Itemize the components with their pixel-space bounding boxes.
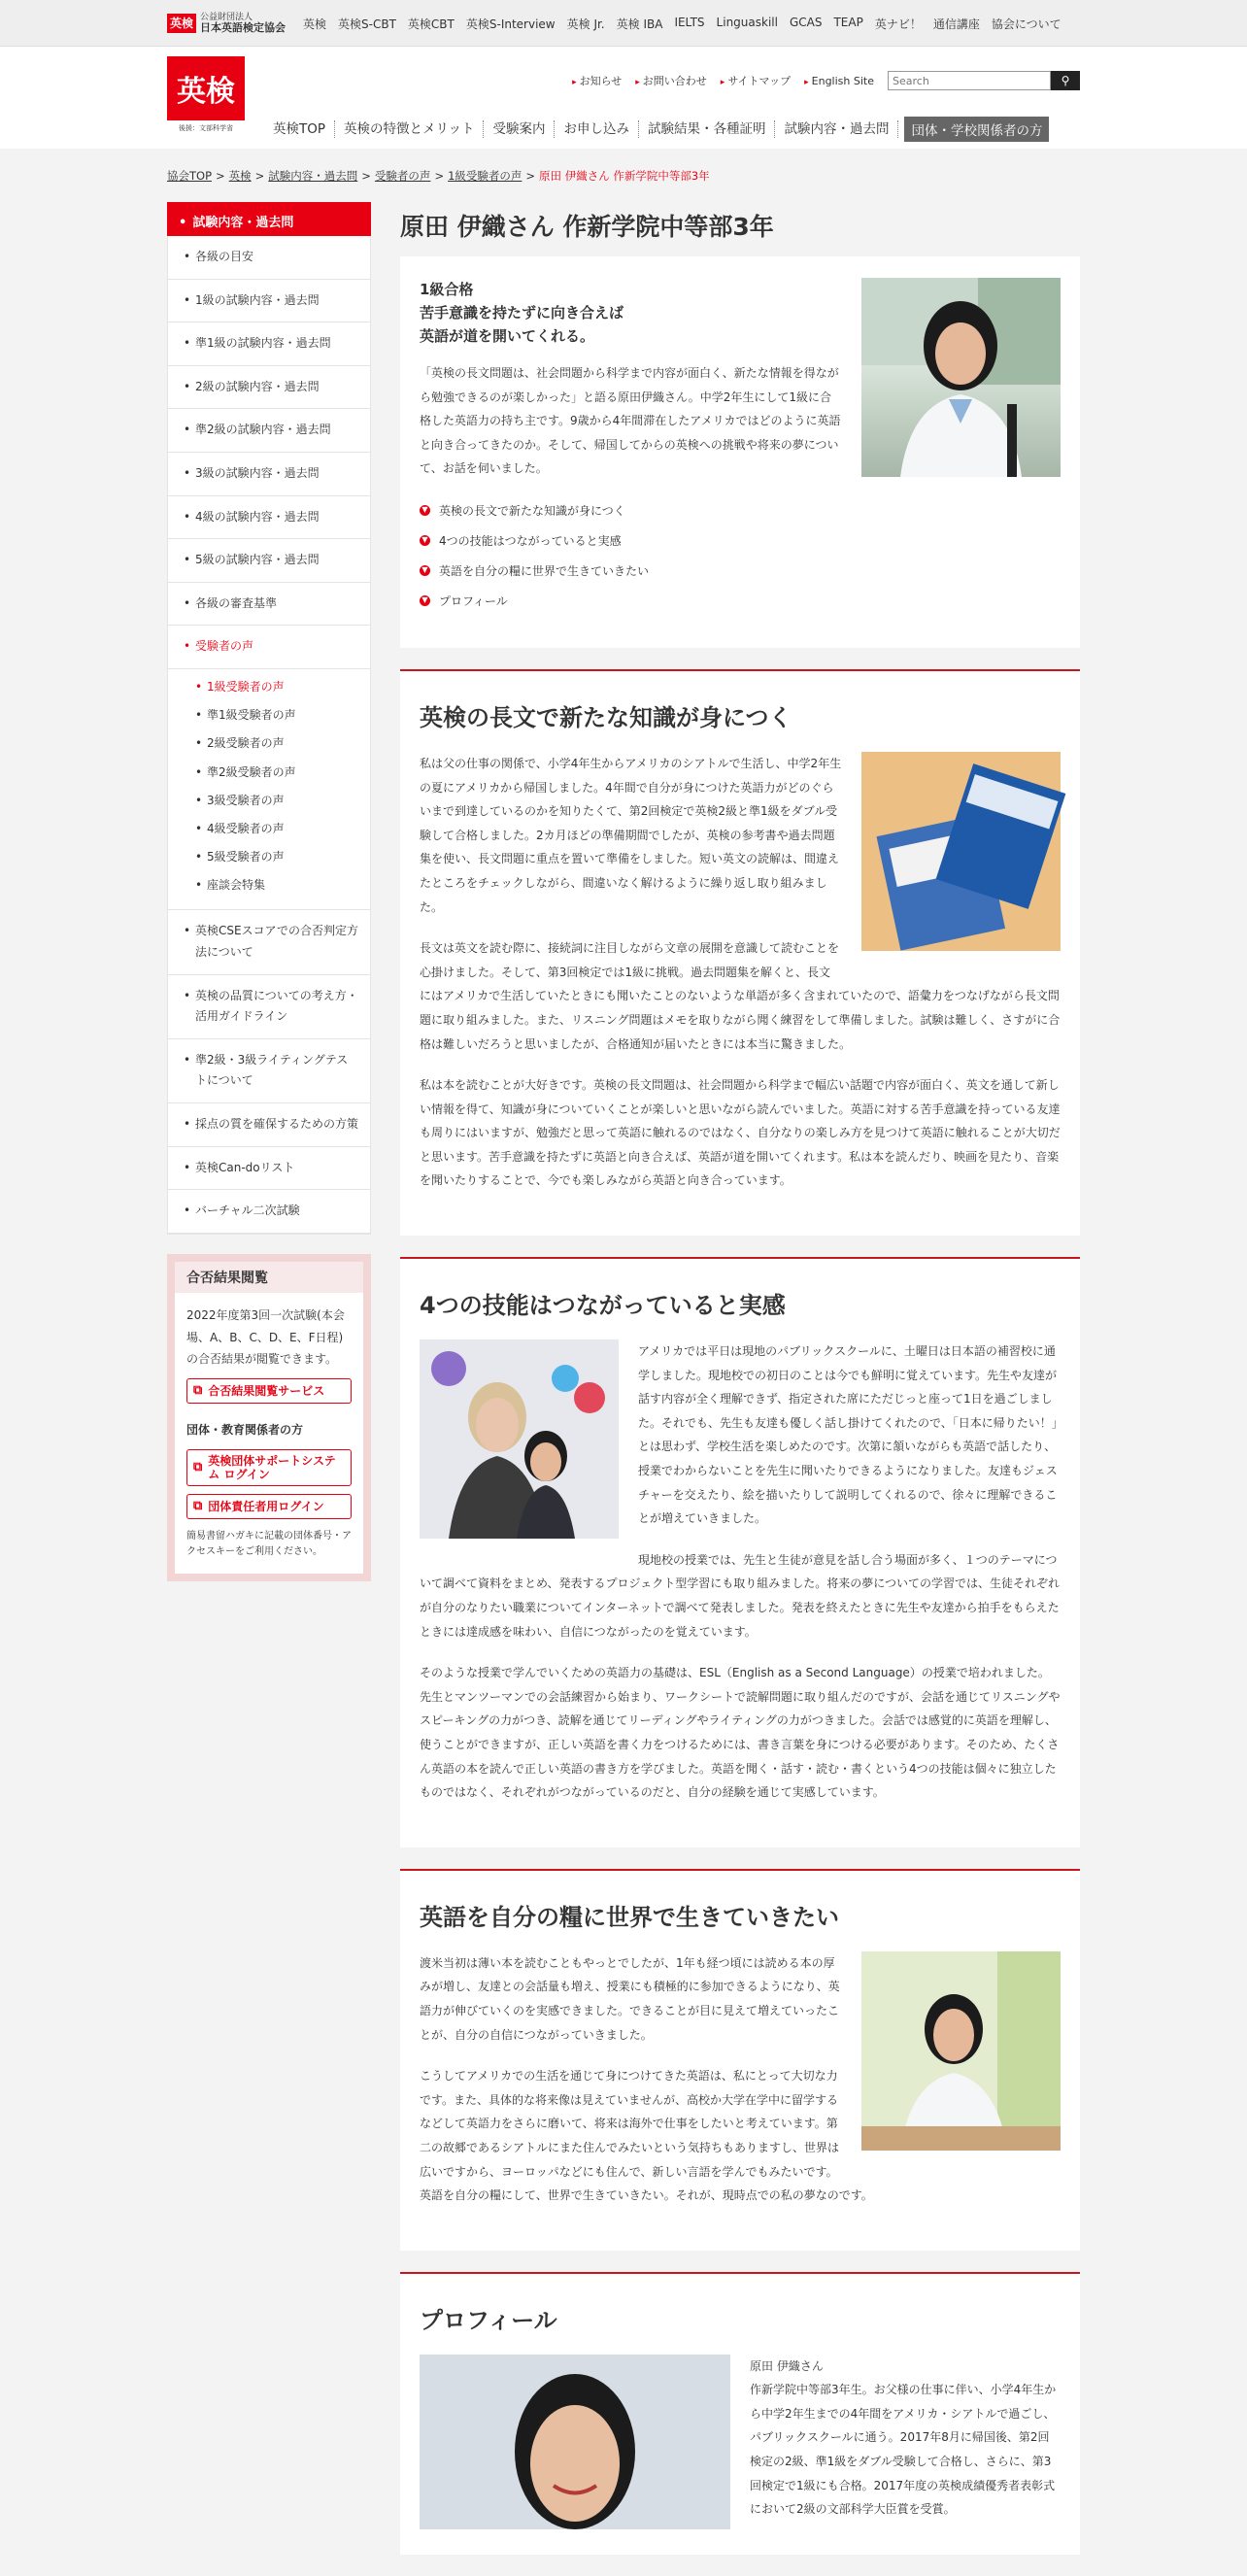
section-title: 4つの技能はつながっていると実感 [420,1292,786,1320]
sidebar-item[interactable]: • 5級の試験内容・過去問 [168,539,370,583]
arrow-down-icon: ▼ [420,595,430,606]
toplink-course[interactable]: 通信講座 [932,17,980,31]
breadcrumb-link[interactable]: 試験内容・過去問 [268,168,358,183]
org-support-login-button[interactable] [186,1449,352,1487]
section-paragraph: 私は本を読むことが大好きです。英検の長文問題は、社会問題から科学まで幅広い話題で内容が面白く、英文を通して新しい情報を得て、知識が身についていくことが楽しいと思いながら読んでいました。英語に対する苦手意識を持っている友達も周りにはいますが、勉強だと思って英語に触れるのではなく、自分なりの楽しみ方を見つけて英語に触れることが大切だと思います。苦手意識を持たずに英語と向き合えば、英語が道を開いてくれます。私は本を読んだり、映画を見たり、音楽を聞いたりすることで、今でも楽しみながら英語と向き合っています。 [420,1078,1061,1188]
org-logo[interactable] [167,13,286,35]
section-reading [400,669,1080,1236]
sidebar-item[interactable]: • 英検CSEスコアでの合否判定方法について [168,910,370,974]
util-sitemap[interactable]: ▸ サイトマップ [721,73,791,88]
gnav-results[interactable]: 試験結果・各種証明 [639,120,776,138]
lead-grade: 1級合格 [420,281,474,298]
sidebar-subitem[interactable]: • 4級受験者の声 [168,815,370,843]
sidebar-subitem[interactable]: • 準2級受験者の声 [168,759,370,787]
result-sub-heading: 団体・教育関係者の方 [186,1422,304,1437]
section-paragraph: アメリカでは平日は現地のパブリックスクールに、土曜日は日本語の補習校に通学しました。現地校での初日のことは今でも鮮明に覚えています。先生や友達が話す内容が全く理解できず、指定された席にただじっと座って1日を過ごしました。それでも、先生も友達も優しく話し掛けてくれたので、「日本に帰りたい！」とは思わず、学校生活を楽しめたのです。次第に頷いながらも英語で話したり、授業でわからないことを先生に聞いたりできるようになりました。友達もジェスチャーを交えたり、絵を描いたりして説明してくれるので、徐々に理解できることが増えていきました。 [638,1344,1058,1526]
toplink-cbt[interactable]: 英検CBT [407,17,455,31]
utility-nav [572,71,1080,90]
sidebar-item[interactable]: • 準1級の試験内容・過去問 [168,322,370,366]
site-logo[interactable] [167,56,245,133]
sidebar-subitem[interactable]: • 5級受験者の声 [168,843,370,871]
sidebar-item[interactable]: • 準2級の試験内容・過去問 [168,409,370,453]
sidebar-item[interactable]: • 各級の目安 [168,236,370,280]
section-paragraph: 現地校の授業では、先生と生徒が意見を話し合う場面が多く、１つのテーマについて調べて資料をまとめ、発表するプロジェクト型学習にも取り組みました。将来の夢についての学習では、生徒それぞれが自分のなりたい職業についてインターネットで調べて発表しました。発表を終えたときに先生や友達から拍手をもらえたときには達成感を味わい、自信につながったのを覚えています。 [420,1552,1061,1639]
breadcrumb-link[interactable]: 受験者の声 [374,168,431,183]
lead-line2: 英語が道を開いてくれる。 [420,327,595,345]
profile-description: 作新学院中等部3年生。お父様の仕事に伴い、小学4年生から中学2年生までの4年間をアメリカ・シアトルで過ごし、パブリックスクールに通う。2017年8月に帰国後、第2回検定の2級、準1級をダブル受験して合格し、さらに、第3回検定で1級にも合格。2017年度の英検成績優秀者表彰式において2級の文部科学大臣賞を受賞。 [750,2383,1057,2517]
sidebar-sublist [168,669,370,911]
sidebar-item-voices[interactable]: • 受験者の声 [168,626,370,669]
top-bar [0,0,1247,47]
util-news[interactable]: ▸ お知らせ [572,73,622,88]
util-contact[interactable]: ▸ お問い合わせ [635,73,707,88]
section-paragraph: こうしてアメリカでの生活を通じて身につけてきた英語は、私にとって大切な力です。また、具体的な将来像は見えていませんが、高校か大学在学中に留学するなどして英語力をさらに磨いて、将来は海外で仕事をしたいと考えています。第二の故郷であるシアトルにまた住んでみたいという気持ちもありますし、世界は広いですから、ヨーロッパなどにも住んで、新しい言語を学んでもみたいです。英語を自分の糧にして、世界で生きていきたい。それが、現時点での私の夢なのです。 [420,2069,873,2203]
search-input[interactable] [888,71,1051,90]
section-profile [400,2272,1080,2555]
top-links [303,16,1062,32]
arrow-down-icon: ▼ [420,505,430,516]
intro-text: 「英検の長文問題は、社会問題から科学まで内容が面白く、新たな情報を得ながら勉強できるのが楽しかった」と語る原田伊織さん。中学2年生にして1級に合格した英語力の持ち主です。9歳から4年間滞在したアメリカではどのように英語と向き合ってきたのか。そして、帰国してからの英検への挑戦や将来の夢について、お話を伺いました。 [420,366,841,476]
result-service-button[interactable] [186,1378,352,1404]
section-title: プロフィール [420,2306,557,2334]
logo-sub: 後援：文部科学省 [179,124,233,132]
sidebar-subitem[interactable]: • 準1級受験者の声 [168,701,370,729]
toplink-eiken[interactable]: 英検 [303,17,327,31]
section-paragraph: そのような授業で学んでいくための英語力の基礎は、ESL（English as a Second Language）の授業で培われました。先生とマンツーマンでの会話練習から始まり、ワークシートで読解問題に取り組んだのですが、会話を通じてリスニングやスピーキングの力がつき、読解を通じてリーディングやライティングの力がつきました。会話では感覚的に英語を理解し、使うことができますが、正しい英語を書く力をつけるためには、書き言葉を身につける必要があります。そのため、たくさん英語の本を読んで正しい英語の書き方を学びました。英語を聞く・話す・読む・書くという4つの技能は個々に独立したものではなく、それぞれがつながっているのだと、自分の経験を通じて実感しています。 [420,1666,1061,1800]
section-paragraph: 私は父の仕事の関係で、小学4年生からアメリカのシアトルで生活し、中学2年生の夏にアメリカから帰国しました。4年間で自分が身につけた英語力がどのぐらいまで到達しているのかを知りたくて、第2回検定で英検2級と準1級をダブル受験して合格しました。2カ月ほどの準備期間でしたが、英検の参考書や過去問題集を使い、長文問題に重点を置いて準備をしました。短い英文の読解は、間違えたところをチェックしながら、間違いなく解けるように繰り返し取り組みました。 [420,756,842,914]
org-name: 日本英語検定協会 [200,20,286,34]
sidebar-subitem[interactable]: • 3級受験者の声 [168,787,370,815]
toplink-iba[interactable]: 英検 IBA [616,17,663,31]
toplink-teap[interactable]: TEAP [833,15,863,29]
section-skills [400,1257,1080,1847]
result-note: 簡易書留ハガキに記載の団体番号・アクセスキーをご利用ください。 [186,1530,352,1557]
toc-item[interactable]: ▼ プロフィール [420,593,1061,609]
search-icon[interactable]: ⚲ [1051,71,1080,90]
profile-photo [420,2355,730,2529]
breadcrumb-link[interactable]: 協会TOP [167,168,213,183]
sidebar-item[interactable]: • 採点の質を確保するための方策 [168,1103,370,1147]
toc-item[interactable]: ▼ 英検の長文で新たな知識が身につく [420,502,1061,519]
sidebar-item[interactable]: • 2級の試験内容・過去問 [168,366,370,410]
section-title: 英語を自分の糧に世界で生きていきたい [420,1903,839,1931]
gnav-organizations[interactable]: 団体・学校関係者の方 [904,117,1049,142]
result-text: 2022年度第3回一次試験(本会場、A、B、C、D、E、F日程)の合否結果が閲覧できます。 [186,1307,345,1367]
result-service-label: 合否結果閲覧サービス [208,1383,325,1398]
sidebar-subitem-grade1[interactable]: • 1級受験者の声 [168,673,370,701]
books-photo [861,752,1061,951]
family-photo [420,1339,619,1539]
mini-logo-mark: 英検 [167,14,196,33]
toplink-linguaskill[interactable]: Linguaskill [716,15,778,29]
lead-line1: 苦手意識を持たずに向き合えば [420,304,624,322]
org-support-login-label: 英検団体サポートシステム ログイン [208,1453,336,1481]
gnav-content[interactable]: 試験内容・過去問 [775,120,898,138]
toplink-scbt[interactable]: 英検S-CBT [338,17,396,31]
page-title: 原田 伊織さん 作新学院中等部3年 [400,213,774,241]
arrow-down-icon: ▼ [420,535,430,546]
toplink-about[interactable]: 協会について [991,17,1062,31]
sidebar-subitem[interactable]: • 2級受験者の声 [168,729,370,758]
gnav-guide[interactable]: 受験案内 [484,120,555,138]
sidebar [167,202,371,2576]
sidebar-item[interactable]: • 英検Can-doリスト [168,1147,370,1191]
window-icon: ⧉ [193,1499,203,1514]
toplink-sinterview[interactable]: 英検S-Interview [465,17,556,31]
result-title: 合否結果閲覧 [175,1262,363,1293]
window-icon: ⧉ [193,1383,203,1399]
toc-item[interactable]: ▼ 4つの技能はつながっていると実感 [420,532,1061,549]
main-content [400,202,1080,2576]
intro-card [400,256,1080,648]
window-icon: ⧉ [193,1460,203,1475]
arrow-down-icon: ▼ [420,565,430,576]
search-form [888,71,1080,90]
sidebar-list [167,236,371,1235]
logo-mark: 英検 [167,56,245,120]
section-paragraph: 渡米当初は薄い本を読むこともやっとでしたが、1年も経つ頃には読める本の厚みが増し、友達との会話量も増え、授業にも積極的に参加できるようになり、英語力が伸びていくのを実感できました。できることが目に見えて増えていったことが、自分の自信につながっていきました。 [420,1955,840,2042]
table-of-contents [420,502,1061,609]
global-nav [264,117,1049,142]
toplink-gcas[interactable]: GCAS [789,15,823,29]
breadcrumb-link[interactable]: 1級受験者の声 [448,168,522,183]
gnav-top[interactable]: 英検TOP [264,120,335,138]
manager-login-label: 団体責任者用ログイン [208,1499,324,1513]
breadcrumb: 協会TOP > 英検 > 試験内容・過去問 > 受験者の声 > 1級受験者の声 > 原田 伊織さん 作新学院中等部3年 [167,168,710,183]
section-paragraph: 長文は英文を読む際に、接続詞に注目しながら文章の展開を意識して読むことを心掛けました。そして、第3回検定では1級に挑戦。過去問題集を解くと、長文にはアメリカで生活していたときにも聞いたことのないような単語が多く含まれていたので、語彙力をつなげながら長文問題に取り組みました。また、リスニング問題はメモを取りながら聞く練習をして準備しました。試験は難しく、さすがに合格は難しいだろうと思いましたが、合格通知が届いたときには本当に驚きました。 [420,941,1061,1051]
gnav-apply[interactable]: お申し込み [555,120,639,138]
section-future [400,1869,1080,2251]
toc-item[interactable]: ▼ 英語を自分の糧に世界で生きていきたい [420,562,1061,579]
toplink-jr[interactable]: 英検 Jr. [566,17,605,31]
section-title: 英検の長文で新たな知識が身につく [420,703,792,731]
sidebar-item[interactable]: • 準2級・3級ライティングテストについて [168,1039,370,1103]
sidebar-subitem[interactable]: • 座談会特集 [168,871,370,899]
util-english[interactable]: ▸ English Site [804,75,874,87]
sidebar-item[interactable]: • 3級の試験内容・過去問 [168,453,370,496]
sidebar-item[interactable]: • 英検の品質についての考え方・活用ガイドライン [168,975,370,1039]
sidebar-heading[interactable]: • 試験内容・過去問 [167,202,371,236]
manager-login-button[interactable] [186,1494,352,1519]
sidebar-item[interactable]: • 各級の審査基準 [168,583,370,627]
sidebar-item[interactable]: • 1級の試験内容・過去問 [168,280,370,323]
profile-name: 原田 伊織さん [750,2358,824,2373]
gnav-features[interactable]: 英検の特徴とメリット [335,120,484,138]
result-box [167,1254,371,1581]
breadcrumb-current: 原田 伊織さん 作新学院中等部3年 [539,168,710,183]
toplink-einavi[interactable]: 英ナビ！ [874,17,922,31]
breadcrumb-link[interactable]: 英検 [228,168,252,183]
org-kind: 公益財団法人 [200,12,253,22]
toplink-ielts[interactable]: IELTS [674,15,705,29]
sidebar-item[interactable]: • バーチャル二次試験 [168,1190,370,1234]
portrait-photo [861,278,1061,477]
site-header [0,47,1247,149]
interview-photo [861,1951,1061,2151]
sidebar-item[interactable]: • 4級の試験内容・過去問 [168,496,370,540]
